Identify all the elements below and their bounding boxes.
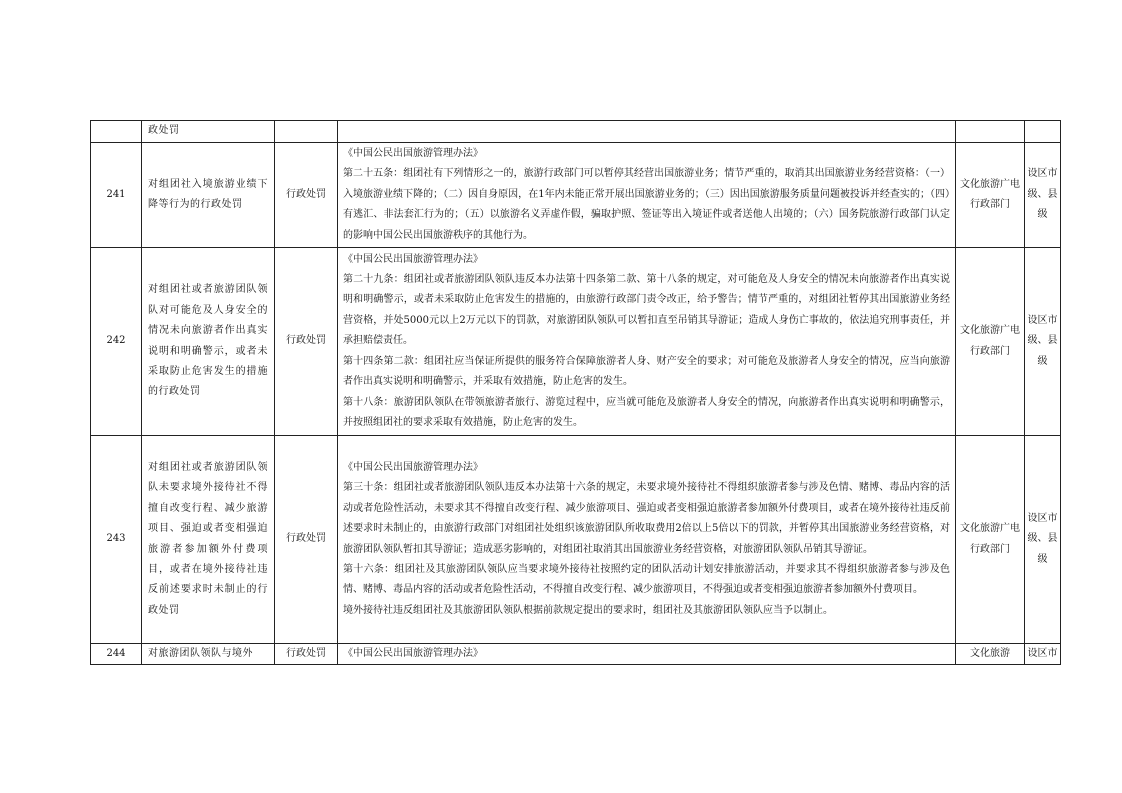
item-text: 对组团社或者旅游团队领队未要求境外接待社不得擅自改变行程、减少旅游项目、强迫或者变相强迫旅游者参加额外付费项目，或者在境外接待社违反前述要求时未制止的行政处罚 bbox=[148, 461, 268, 616]
basis-line: 境外接待社违反组团社及其旅游团队领队根据前款规定提出的要求时，组团社及其旅游团队领队应当予以制止。 bbox=[343, 604, 833, 616]
department: 文化旅游 bbox=[956, 644, 1025, 665]
legal-basis bbox=[338, 121, 956, 143]
table-row bbox=[91, 248, 1061, 436]
item-name bbox=[142, 121, 275, 143]
legal-basis bbox=[338, 143, 956, 248]
basis-line: 第二十五条：组团社有下列情形之一的，旅游行政部门可以暂停其经营出国旅游业务；情节严重的，取消其出国旅游业务经营资格：（一）入境旅游业绩下降的；（二）因自身原因，在1年内未能正常开展出国旅游业务的；（三）因出国旅游服务质量问题被投诉并经查实的；（四）有逃汇、非法套汇行为的；（五）以旅游名义弄虚作假，骗取护照、签证等出入境证件或者送他人出境的；（六）国务院旅游行政部门认定的影响中国公民出国旅游秩序的其他行为。 bbox=[343, 168, 950, 241]
admin-level: 设区市级、县级 bbox=[1025, 248, 1061, 436]
item-text: 政处罚 bbox=[148, 125, 180, 137]
item-name bbox=[142, 644, 275, 665]
department-text: 文化旅游广电行政部门 bbox=[960, 178, 1020, 210]
department bbox=[956, 121, 1025, 143]
penalty-type: 行政处罚 bbox=[275, 436, 338, 644]
basis-line: 《中国公民出国旅游管理办法》 bbox=[343, 461, 483, 473]
table-row bbox=[91, 436, 1061, 644]
table-row bbox=[91, 644, 1061, 665]
item-name bbox=[142, 143, 275, 248]
penalty-type: 行政处罚 bbox=[275, 248, 338, 436]
row-number bbox=[91, 121, 142, 143]
basis-line: 第十八条：旅游团队领队在带领旅游者旅行、游览过程中，应当就可能危及旅游者人身安全的情况，向旅游者作出真实说明和明确警示，并按照组团社的要求采取有效措施，防止危害的发生。 bbox=[343, 396, 950, 428]
item-name bbox=[142, 436, 275, 644]
basis-line: 《中国公民出国旅游管理办法》 bbox=[343, 648, 483, 659]
penalty-table bbox=[90, 120, 1061, 665]
penalty-type: 行政处罚 bbox=[275, 143, 338, 248]
item-text: 对旅游团队领队与境外 bbox=[148, 648, 253, 659]
item-text: 对组团社或者旅游团队领队对可能危及人身安全的情况未向旅游者作出真实说明和明确警示，或者未采取防止危害发生的措施的行政处罚 bbox=[148, 284, 268, 398]
row-number: 243 bbox=[91, 436, 142, 644]
department-text: 文化旅游广电行政部门 bbox=[960, 523, 1020, 555]
item-text: 对组团社入境旅游业绩下降等行为的行政处罚 bbox=[148, 178, 268, 210]
admin-level: 设区市级、县级 bbox=[1025, 143, 1061, 248]
basis-line: 第十六条：组团社及其旅游团队领队应当要求境外接待社按照约定的团队活动计划安排旅游活动，并要求其不得组织旅游者参与涉及色情、赌博、毒品内容的活动或者危险性活动，不得擅自改变行程、减少旅游项目，不得强迫或者变相强迫旅游者参加额外付费项目。 bbox=[343, 563, 950, 596]
department bbox=[956, 248, 1025, 436]
basis-line: 第十四条第二款：组团社应当保证所提供的服务符合保障旅游者人身、财产安全的要求；对可能危及旅游者人身安全的情况，应当向旅游者作出真实说明和明确警示，并采取有效措施，防止危害的发生。 bbox=[343, 355, 950, 388]
item-name bbox=[142, 248, 275, 436]
table-row bbox=[91, 143, 1061, 248]
basis-line: 第三十条：组团社或者旅游团队领队违反本办法第十六条的规定，未要求境外接待社不得组织旅游者参与涉及色情、赌博、毒品内容的活动或者危险性活动，未要求其不得擅自改变行程、减少旅游项目、强迫或者变相强迫旅游者参加额外付费项目，或者在境外接待社违反前述要求时未制止的，由旅游行政部门对组团社处组织该旅游团队所收取费用2倍以上5倍以下的罚款，并暂停其出国旅游业务经营资格，对旅游团队领队暂扣其导游证；造成恶劣影响的，对组团社取消其出国旅游业务经营资格，对旅游团队领队吊销其导游证。 bbox=[343, 482, 950, 555]
basis-line: 《中国公民出国旅游管理办法》 bbox=[343, 147, 483, 159]
department bbox=[956, 143, 1025, 248]
table-row bbox=[91, 121, 1061, 143]
legal-basis bbox=[338, 248, 956, 436]
basis-line: 第二十九条：组团社或者旅游团队领队违反本办法第十四条第二款、第十八条的规定，对可能危及人身安全的情况未向旅游者作出真实说明和明确警示，或者未采取防止危害发生的措施的，由旅游行政部门责令改正，给予警告；情节严重的，对组团社暂停其出国旅游业务经营资格，并处5000元以上2万元以下的罚款，对旅游团队领队可以暂扣直至吊销其导游证；造成人身伤亡事故的，依法追究刑事责任，并承担赔偿责任。 bbox=[343, 274, 950, 347]
row-number: 241 bbox=[91, 143, 142, 248]
basis-line: 《中国公民出国旅游管理办法》 bbox=[343, 253, 483, 265]
legal-basis bbox=[338, 644, 956, 665]
admin-level: 设区市 bbox=[1025, 644, 1061, 665]
row-number: 244 bbox=[91, 644, 142, 665]
department-text: 文化旅游广电行政部门 bbox=[960, 325, 1020, 357]
legal-basis bbox=[338, 436, 956, 644]
penalty-type bbox=[275, 121, 338, 143]
department bbox=[956, 436, 1025, 644]
admin-level: 设区市级、县级 bbox=[1025, 436, 1061, 644]
row-number: 242 bbox=[91, 248, 142, 436]
penalty-type: 行政处罚 bbox=[275, 644, 338, 665]
admin-level bbox=[1025, 121, 1061, 143]
